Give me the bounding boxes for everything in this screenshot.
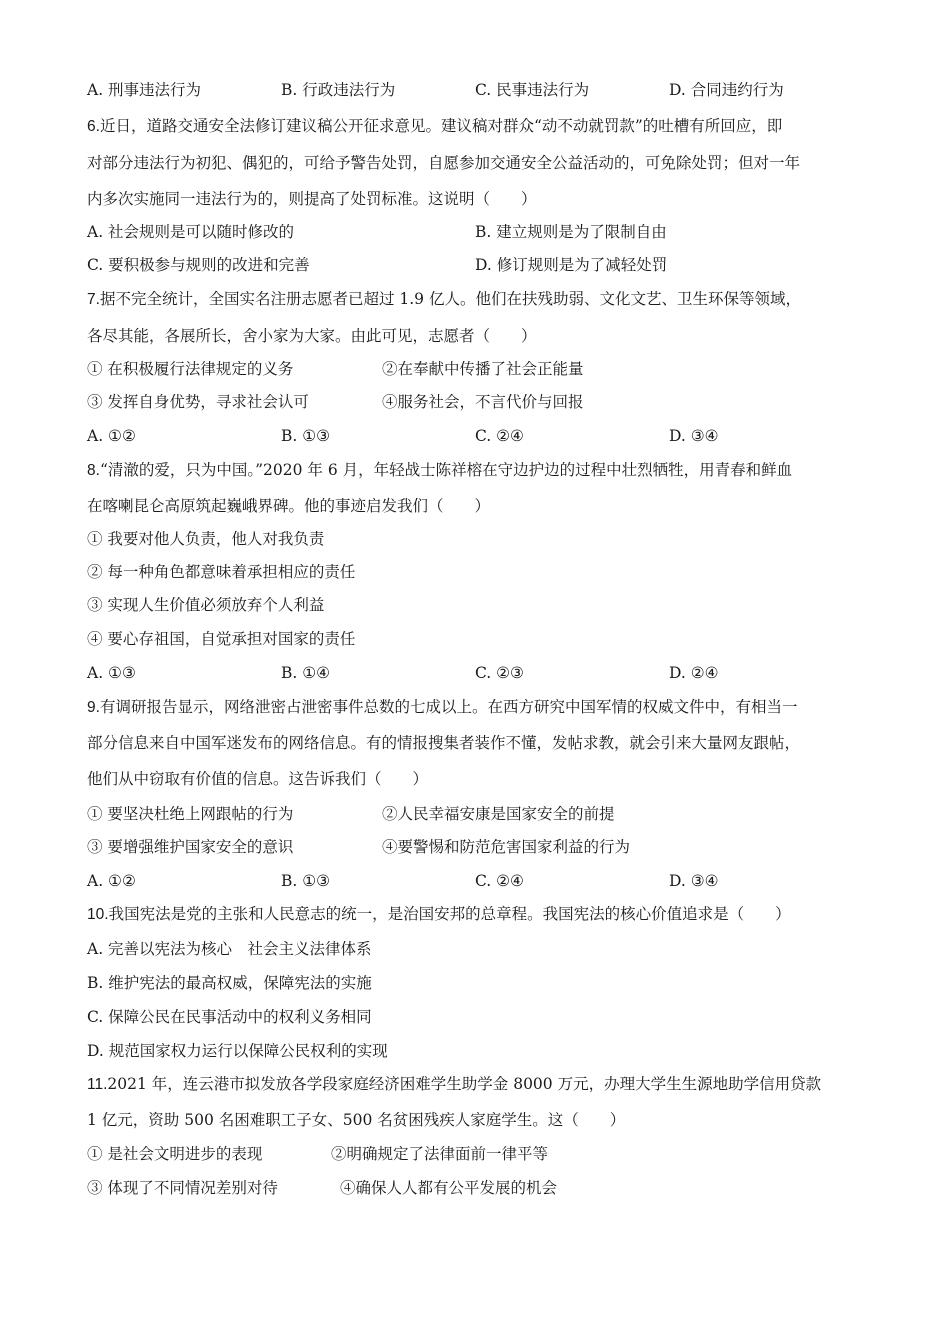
q11-number: 11. [87,1076,108,1093]
q10-option-a: A. 完善以宪法为核心 社会主义法律体系 [87,940,372,958]
q9-option-a: A. ①② [87,872,136,890]
q9-statement-1: ① 要坚决杜绝上网跟帖的行为 [87,805,294,823]
q8-stem-line-1: 8.“清澈的爱，只为中国。”2020 年 6 月，年轻战士陈祥榕在守边护边的过程中壮烈牺牲，用青春和鲜血 [87,461,793,479]
q5-option-d: D. 合同违约行为 [669,81,784,99]
q10-option-c: C. 保障公民在民事活动中的权利义务相同 [87,1008,372,1026]
q6-stem-line-2: 对部分违法行为初犯、偶犯的，可给予警告处罚，自愿参加交通安全公益活动的，可免除处罚；但对一年 [87,154,801,172]
q7-option-d: D. ③④ [669,427,719,445]
q8-option-c: C. ②③ [475,664,524,682]
q9-option-d: D. ③④ [669,872,719,890]
q9-stem-line-2: 部分信息来自中国军迷发布的网络信息。有的情报搜集者装作不懂，发帖求教，就会引来大量网友跟帖， [87,734,801,752]
q6-option-d: D. 修订规则是为了减轻处罚 [475,256,668,274]
q9-statement-4: ④要警惕和防范危害国家利益的行为 [382,838,631,856]
q11-statement-2: ②明确规定了法律面前一律平等 [331,1145,549,1163]
q8-statement-4: ④ 要心存祖国，自觉承担对国家的责任 [87,630,356,648]
q6-stem-line-3: 内多次实施同一违法行为的，则提高了处罚标准。这说明（ ） [87,190,537,208]
q6-option-b: B. 建立规则是为了限制自由 [475,223,667,241]
q8-stem-line-2: 在喀喇昆仑高原筑起巍峨界碑。他的事迹启发我们（ ） [87,497,491,515]
q11-stem-line-2: 1 亿元，资助 500 名困难职工子女、500 名贫困残疾人家庭学生。这（ ） [87,1111,626,1129]
q11-statement-1: ① 是社会文明进步的表现 [87,1145,263,1163]
q10-option-b: B. 维护宪法的最高权威，保障宪法的实施 [87,974,372,992]
q6-option-a: A. 社会规则是可以随时修改的 [87,223,295,241]
q6-option-c: C. 要积极参与规则的改进和完善 [87,256,310,274]
q5-option-c: C. 民事违法行为 [475,81,590,99]
q10-number: 10. [87,906,109,923]
q7-option-b: B. ①③ [281,427,331,445]
q6-number: 6. [87,118,100,135]
q7-number: 7. [87,291,100,308]
q7-option-c: C. ②④ [475,427,524,445]
q5-option-a: A. 刑事违法行为 [87,81,202,99]
q7-statement-3: ③ 发挥自身优势，寻求社会认可 [87,393,309,411]
q8-number: 8. [87,462,100,479]
q9-statement-2: ②人民幸福安康是国家安全的前提 [382,805,615,823]
q7-statement-4: ④服务社会，不言代价与回报 [382,393,584,411]
q9-number: 9. [87,699,100,716]
q10-option-d: D. 规范国家权力运行以保障公民权利的实现 [87,1042,388,1060]
q9-option-b: B. ①③ [281,872,331,890]
q9-option-c: C. ②④ [475,872,524,890]
q7-option-a: A. ①② [87,427,136,445]
q10-stem-line-1: 10.我国宪法是党的主张和人民意志的统一，是治国安邦的总章程。我国宪法的核心价值追求是（ ） [87,905,791,923]
q7-statement-1: ① 在积极履行法律规定的义务 [87,360,294,378]
q8-option-a: A. ①③ [87,664,136,682]
q7-stem-line-2: 各尽其能，各展所长，舍小家为大家。由此可见，志愿者（ ） [87,327,537,345]
q11-statement-3: ③ 体现了不同情况差别对待 [87,1179,278,1197]
q9-statement-3: ③ 要增强维护国家安全的意识 [87,838,294,856]
q8-statement-3: ③ 实现人生价值必须放弃个人利益 [87,596,325,614]
q8-option-b: B. ①④ [281,664,331,682]
q7-statement-2: ②在奉献中传播了社会正能量 [382,360,584,378]
q8-statement-2: ② 每一种角色都意味着承担相应的责任 [87,563,356,581]
q5-option-b: B. 行政违法行为 [281,81,396,99]
q8-statement-1: ① 我要对他人负责，他人对我负责 [87,530,325,548]
q9-stem-line-3: 他们从中窃取有价值的信息。这告诉我们（ ） [87,770,429,788]
q11-statement-4: ④确保人人都有公平发展的机会 [340,1179,558,1197]
q9-stem-line-1: 9.有调研报告显示，网络泄密占泄密事件总数的七成以上。在西方研究中国军情的权威文件中，有相当一 [87,698,798,716]
q11-stem-line-1: 11.2021 年，连云港市拟发放各学段家庭经济困难学生助学金 8000 万元，办理大学生生源地助学信用贷款 [87,1075,822,1093]
q6-stem-line-1: 6.近日，道路交通安全法修订建议稿公开征求意见。建议稿对群众“动不动就罚款”的吐槽有所回应，即 [87,117,783,135]
q8-option-d: D. ②④ [669,664,719,682]
q7-stem-line-1: 7.据不完全统计，全国实名注册志愿者已超过 1.9 亿人。他们在扶残助弱、文化文艺、卫生环保等领域， [87,290,801,308]
